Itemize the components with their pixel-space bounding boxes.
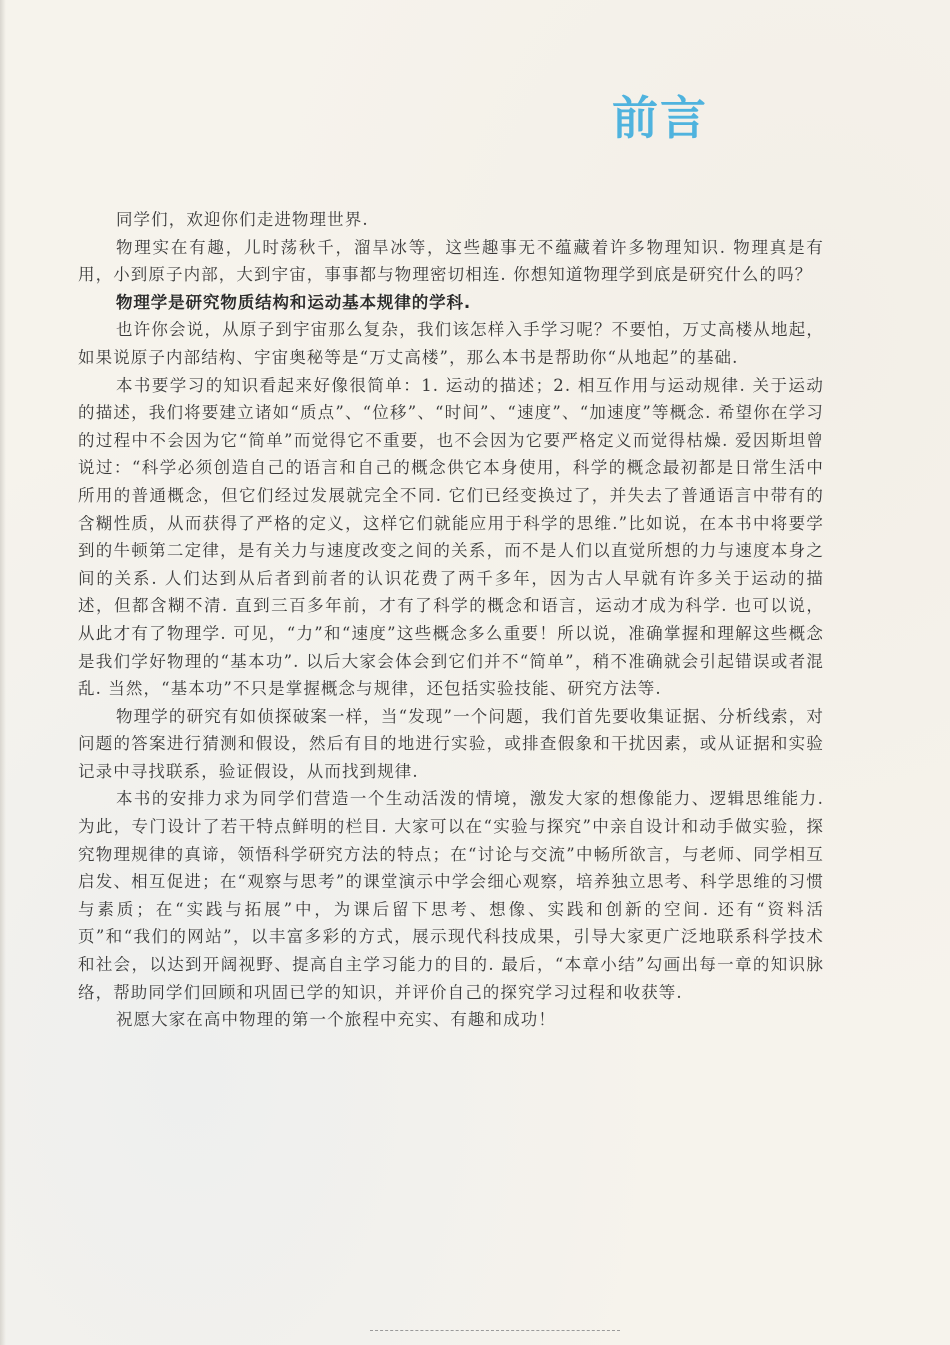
paragraph-method: 物理学的研究有如侦探破案一样，当“发现”一个问题，我们首先要收集证据、分析线索，对问题的答案进行猜测和假设，然后有目的地进行实验，或排查假象和干扰因素，或从证据和实验记录中寻找联系，验证假设，从而找到规律. [78,706,824,781]
bottom-divider [370,1330,620,1333]
page-edge-shadow [0,0,6,1345]
paragraph-definition: 物理学是研究物质结构和运动基本规律的学科. [115,292,472,312]
paragraph-wishes: 祝愿大家在高中物理的第一个旅程中充实、有趣和成功！ [115,1010,556,1030]
preface-body [78,206,824,1034]
paragraph-greeting: 同学们，欢迎你们走进物理世界. [115,210,369,229]
paragraph-foundation: 也许你会说，从原子到宇宙那么复杂，我们该怎样入手学习呢？不要怕，万丈高楼从地起，如果说原子内部结构、宇宙奥秘等是“万丈高楼”，那么本书是帮助你“从地起”的基础. [78,320,824,367]
paragraph-structure: 本书的安排力求为同学们营造一个生动活泼的情境，激发大家的想像能力、逻辑思维能力. 为此，专门设计了若干特点鲜明的栏目. 大家可以在“实验与探究”中亲自设计和动手做实验，探究物理规律的真谛，领悟科学研究方法的特点；在“讨论与交流”中畅所欲言，与老师、同学相互启发、相互促进；在“观察与思考”的课堂演示中学会细心观察，培养独立思考、科学思维的习惯与素质；在“实践与拓展”中，为课后留下思考、想像、实践和创新的空间. 还有“资料活页”和“我们的网站”，以丰富多彩的方式，展示现代科技成果，引导大家更广泛地联系科学技术和社会，以达到开阔视野、提高自主学习能力的目的. 最后，“本章小结”勾画出每一章的知识脉络，帮助同学们回顾和巩固已学的知识，并评价自己的探究学习过程和收获等. [78,789,824,1002]
paragraph-content: 本书要学习的知识看起来好像很简单：1. 运动的描述；2. 相互作用与运动规律. 关于运动的描述，我们将要建立诸如“质点”、“位移”、“时间”、“速度”、“加速度”等概念. 希望你在学习的过程中不会因为它“简单”而觉得它不重要，也不会因为它要严格定义而觉得枯燥. 爱因斯坦曾说过：“科学必须创造自己的语言和自己的概念供它本身使用，科学的概念最初都是日常生活中所用的普通概念，但它们经过发展就完全不同. 它们已经变换过了，并失去了普通语言中带有的含糊性质，从而获得了严格的定义，这样它们就能应用于科学的思维.”比如说，在本书中将要学到的牛顿第二定律，是有关力与速度改变之间的关系，而不是人们以直觉所想的力与速度本身之间的关系. 人们达到从后者到前者的认识花费了两千多年，因为古人早就有许多关于运动的描述，但都含糊不清. 直到三百多年前，才有了科学的概念和语言，运动才成为科学. 也可以说，从此才有了物理学. 可见，“力”和“速度”这些概念多么重要！所以说，准确掌握和理解这些概念是我们学好物理的“基本功”. 以后大家会体会到它们并不“简单”，稍不准确就会引起错误或者混乱. 当然，“基本功”不只是掌握概念与规律，还包括实验技能、研究方法等. [78,375,824,699]
page-title: 前言 [612,91,708,145]
paragraph-interest: 物理实在有趣，儿时荡秋千，溜旱冰等，这些趣事无不蕴藏着许多物理知识. 物理真是有用，小到原子内部，大到宇宙，事事都与物理密切相连. 你想知道物理学到底是研究什么的吗？ [78,237,824,285]
